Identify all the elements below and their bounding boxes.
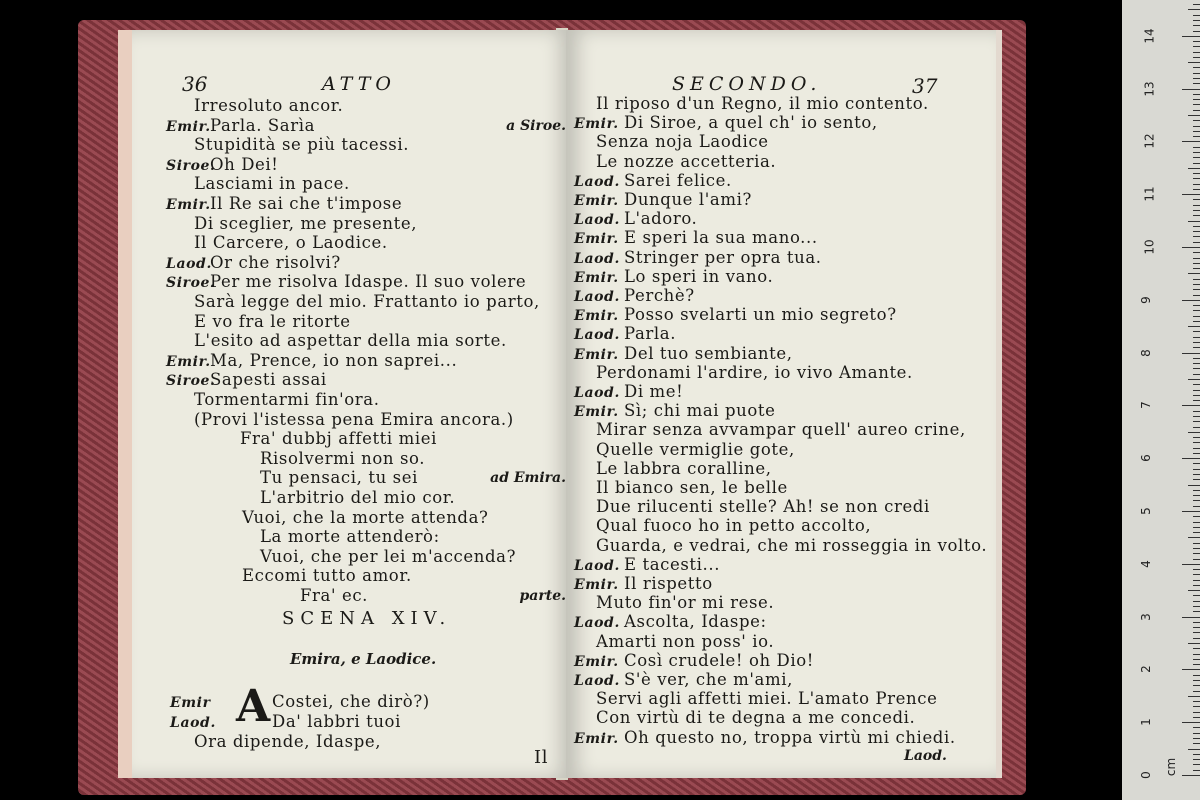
ruler-tick	[1193, 675, 1200, 676]
verse-line: Parla.	[624, 324, 677, 344]
ruler-number: 4	[1138, 559, 1153, 568]
right-page-number: 37	[912, 74, 938, 98]
verse-line: L'adoro.	[624, 209, 698, 229]
verse-line: S'è ver, che m'ami,	[624, 670, 793, 689]
verse-line: Sì; chi mai puote	[624, 401, 776, 421]
left-page-number: 36	[182, 72, 208, 96]
verse-line: Perchè?	[624, 286, 695, 305]
verse-line: Fra' dubbj affetti miei	[240, 429, 437, 449]
verse-line: Costei, che dirò?)	[272, 692, 430, 711]
ruler-tick	[1193, 685, 1200, 686]
ruler-tick	[1182, 36, 1200, 37]
ruler-tick	[1193, 453, 1200, 454]
ruler-tick	[1182, 405, 1200, 406]
measuring-ruler	[1122, 0, 1200, 800]
ruler-tick	[1193, 126, 1200, 127]
ruler-number: 3	[1138, 612, 1153, 621]
ruler-tick	[1193, 157, 1200, 158]
verse-line: Il Carcere, o Laodice.	[194, 233, 388, 253]
speaker-label: Emir.	[574, 193, 619, 209]
ruler-number: 7	[1138, 401, 1153, 410]
ruler-tick	[1193, 147, 1200, 148]
ruler-tick	[1182, 247, 1200, 248]
speaker-label: Emir.	[574, 269, 619, 286]
ruler-tick	[1193, 295, 1200, 296]
right-catchword: Laod.	[904, 748, 947, 764]
ruler-tick	[1193, 321, 1200, 322]
ruler-tick	[1193, 506, 1200, 507]
ruler-tick	[1193, 242, 1200, 243]
ruler-tick	[1193, 638, 1200, 639]
stage-direction: a Siroe.	[506, 117, 566, 134]
ruler-tick	[1193, 622, 1200, 623]
verse-line: Di sceglier, me presente,	[194, 213, 418, 233]
ruler-tick	[1193, 427, 1200, 428]
speaker-label: Siroe.	[166, 157, 216, 174]
ruler-number: 2	[1138, 665, 1153, 674]
speaker-label: Emir.	[574, 730, 619, 747]
ruler-tick	[1193, 500, 1200, 501]
ruler-tick	[1193, 585, 1200, 586]
speaker-label: Emir.	[574, 404, 619, 421]
scene-title: SCENA XIV.	[282, 608, 452, 629]
ruler-tick	[1193, 25, 1200, 26]
verse-line: Tormentarmi fin'ora.	[194, 390, 380, 409]
ruler-tick	[1188, 485, 1200, 486]
ruler-tick	[1182, 669, 1200, 670]
ruler-tick	[1193, 627, 1200, 628]
verse-line: Due rilucenti stelle? Ah! se non credi	[596, 497, 930, 517]
ruler-tick	[1193, 654, 1200, 655]
verse-line: Di Siroe, a quel ch' io sento,	[624, 113, 878, 133]
ruler-tick	[1193, 178, 1200, 179]
speaker-label: Emir.	[574, 346, 619, 363]
verse-line: Le labbra coralline,	[596, 458, 772, 478]
verse-line: Con virtù di te degna a me concedi.	[596, 708, 916, 728]
ruler-tick	[1193, 363, 1200, 364]
ruler-tick	[1193, 316, 1200, 317]
ruler-tick	[1193, 411, 1200, 412]
ruler-tick	[1193, 595, 1200, 596]
speaker-label: Laod.	[574, 250, 620, 267]
verse-line: Servi agli affetti miei. L'amato Prence	[596, 689, 938, 709]
speaker-label: Laod.	[574, 673, 620, 689]
verse-line: Lasciami in pace.	[194, 174, 350, 194]
ruler-tick	[1193, 4, 1200, 5]
ruler-tick	[1193, 99, 1200, 100]
ruler-tick	[1193, 78, 1200, 79]
ruler-tick	[1193, 437, 1200, 438]
ruler-tick	[1193, 516, 1200, 517]
speaker-label: Laod.	[574, 212, 620, 229]
ruler-tick	[1193, 231, 1200, 232]
ruler-tick	[1193, 184, 1200, 185]
ruler-tick	[1182, 458, 1200, 459]
verse-line: Tu pensaci, tu sei	[260, 468, 418, 488]
verse-line: E tacesti...	[624, 554, 721, 574]
right-page	[566, 30, 1002, 778]
ruler-tick	[1193, 527, 1200, 528]
ruler-tick	[1193, 52, 1200, 53]
ruler-tick	[1193, 664, 1200, 665]
ruler-tick	[1193, 717, 1200, 718]
speaker-label: Laod.	[166, 255, 212, 272]
stage-direction: ad Emira.	[490, 470, 566, 487]
ruler-tick	[1193, 46, 1200, 47]
verse-line: Muto fin'or mi rese.	[596, 593, 775, 613]
ruler-number: 1	[1138, 718, 1153, 727]
verse-line: Di me!	[624, 382, 684, 401]
ruler-tick	[1193, 532, 1200, 533]
ruler-tick	[1182, 194, 1200, 195]
verse-line: Sapesti assai	[210, 370, 327, 390]
speaker-label: Laod.	[574, 557, 620, 574]
ruler-tick	[1193, 226, 1200, 227]
verse-line: Il riposo d'un Regno, il mio contento.	[596, 94, 929, 113]
ruler-number: 14	[1142, 28, 1157, 44]
verse-line: Così crudele! oh Dio!	[624, 650, 815, 670]
verse-line: Oh Dei!	[210, 154, 279, 174]
ruler-tick	[1193, 215, 1200, 216]
ruler-tick	[1193, 310, 1200, 311]
scene-characters: Emira, e Laodice.	[290, 650, 437, 668]
ruler-tick	[1193, 706, 1200, 707]
ruler-tick	[1193, 252, 1200, 253]
verse-line: L'esito ad aspettar della mia sorte.	[194, 331, 507, 351]
ruler-tick	[1193, 743, 1200, 744]
ruler-tick	[1193, 83, 1200, 84]
ruler-tick	[1193, 57, 1200, 58]
ruler-tick	[1193, 41, 1200, 42]
ruler-number: 11	[1142, 186, 1157, 202]
ruler-tick	[1193, 474, 1200, 475]
ruler-tick	[1193, 543, 1200, 544]
speaker-label: Laod.	[170, 715, 216, 731]
verse-line: Quelle vermiglie gote,	[596, 439, 795, 459]
ruler-number: 13	[1142, 80, 1157, 97]
verse-line: Lo speri in vano.	[624, 266, 774, 286]
verse-line: Oh questo no, troppa virtù mi chiedi.	[624, 727, 956, 747]
ruler-tick	[1193, 263, 1200, 264]
ruler-tick	[1193, 580, 1200, 581]
ruler-tick	[1182, 775, 1200, 776]
ruler-tick	[1188, 168, 1200, 169]
ruler-tick	[1193, 764, 1200, 765]
ruler-tick	[1182, 300, 1200, 301]
ruler-tick	[1193, 279, 1200, 280]
ruler-tick	[1193, 691, 1200, 692]
ruler-tick	[1193, 331, 1200, 332]
ruler-number: 5	[1138, 507, 1153, 515]
speaker-label: Emir	[170, 695, 211, 711]
ruler-tick	[1193, 733, 1200, 734]
verse-line: E speri la sua mano...	[624, 228, 818, 248]
verse-line: Sarei felice.	[624, 170, 732, 190]
ruler-tick	[1193, 479, 1200, 480]
speaker-label: Siroe.	[166, 373, 216, 390]
ruler-number: 10	[1142, 239, 1157, 255]
ruler-tick	[1182, 722, 1200, 723]
ruler-tick	[1193, 632, 1200, 633]
speaker-label: Emir.	[574, 653, 619, 670]
verse-line: Fra' ec.	[300, 586, 369, 605]
ruler-tick	[1193, 136, 1200, 137]
ruler-tick	[1193, 469, 1200, 470]
verse-line: Da' labbri tuoi	[272, 712, 401, 731]
ruler-tick	[1193, 738, 1200, 739]
ruler-tick	[1193, 421, 1200, 422]
speaker-label: Laod.	[574, 615, 620, 632]
ruler-tick	[1193, 553, 1200, 554]
ruler-tick	[1193, 390, 1200, 391]
ruler-tick	[1193, 337, 1200, 338]
verse-line: (Provi l'istessa pena Emira ancora.)	[194, 409, 514, 429]
ruler-tick	[1193, 463, 1200, 464]
verse-line: Qual fuoco ho in petto accolto,	[596, 516, 872, 536]
ruler-tick	[1193, 522, 1200, 523]
ruler-tick	[1193, 342, 1200, 343]
speaker-label: Emir.	[166, 118, 211, 135]
ruler-tick	[1193, 15, 1200, 16]
ruler-tick	[1193, 448, 1200, 449]
ruler-number: 8	[1138, 348, 1153, 357]
verse-line: L'arbitrio del mio cor.	[260, 488, 456, 507]
ruler-tick	[1193, 442, 1200, 443]
ruler-tick	[1182, 564, 1200, 565]
left-running-head: ATTO	[322, 73, 396, 95]
ruler-tick	[1193, 20, 1200, 21]
verse-line: Amarti non poss' io.	[596, 631, 775, 651]
ruler-tick	[1193, 701, 1200, 702]
verse-line: Or che risolvi?	[210, 252, 341, 272]
ruler-tick	[1193, 727, 1200, 728]
speaker-label: Emir.	[574, 231, 619, 248]
ruler-tick	[1193, 189, 1200, 190]
speaker-label: Emir.	[574, 577, 619, 593]
ruler-tick	[1193, 152, 1200, 153]
speaker-label: Emir.	[166, 353, 211, 370]
ruler-tick	[1193, 67, 1200, 68]
verse-line: Vuoi, che la morte attenda?	[242, 507, 489, 527]
ruler-tick	[1193, 268, 1200, 269]
verse-line: Stupidità se più tacessi.	[194, 135, 410, 155]
ruler-tick	[1193, 384, 1200, 385]
verse-line: Irresoluto ancor.	[194, 96, 344, 115]
ruler-tick	[1193, 569, 1200, 570]
speaker-label: Emir.	[574, 308, 619, 325]
ruler-tick	[1193, 173, 1200, 174]
speaker-label: Laod.	[574, 327, 620, 344]
stage-direction: parte.	[519, 588, 566, 604]
ruler-tick	[1193, 416, 1200, 417]
verse-line: La morte attenderò:	[260, 527, 440, 547]
ruler-tick	[1193, 400, 1200, 401]
verse-line: Senza noja Laodice	[596, 132, 769, 152]
ruler-tick	[1188, 379, 1200, 380]
ruler-tick	[1193, 559, 1200, 560]
ruler-tick	[1193, 289, 1200, 290]
verse-line: Perdonami l'ardire, io vivo Amante.	[596, 362, 913, 382]
verse-line: E vo fra le ritorte	[194, 311, 351, 331]
ruler-tick	[1193, 490, 1200, 491]
speaker-label: Laod.	[574, 385, 620, 401]
verse-line: Sarà legge del mio. Frattanto io parto,	[194, 292, 540, 311]
verse-line: Dunque l'ami?	[624, 190, 752, 209]
ruler-tick	[1193, 611, 1200, 612]
speaker-label: Emir.	[166, 197, 211, 213]
ruler-tick	[1188, 221, 1200, 222]
right-running-head: SECONDO.	[672, 73, 822, 95]
verse-line: Posso svelarti un mio segreto?	[624, 305, 897, 325]
ruler-tick	[1188, 696, 1200, 697]
ruler-tick	[1193, 606, 1200, 607]
verse-line: Mirar senza avvampar quell' aureo crine,	[596, 420, 966, 440]
ruler-tick	[1193, 236, 1200, 237]
ruler-tick	[1182, 617, 1200, 618]
ruler-tick	[1182, 353, 1200, 354]
verse-line: Stringer per opra tua.	[624, 247, 822, 267]
ruler-number: 6	[1138, 454, 1153, 463]
speaker-label: Laod.	[574, 173, 620, 190]
speaker-label: Emir.	[574, 116, 619, 133]
ruler-tick	[1193, 659, 1200, 660]
ruler-tick	[1193, 574, 1200, 575]
ruler-number: 9	[1138, 295, 1153, 304]
ruler-tick	[1188, 590, 1200, 591]
ruler-tick	[1188, 749, 1200, 750]
ruler-tick	[1193, 73, 1200, 74]
verse-line: Risolvermi non so.	[260, 448, 426, 468]
speaker-label: Laod.	[574, 289, 620, 305]
verse-line: Ma, Prence, io non saprei...	[210, 350, 458, 370]
ruler-tick	[1193, 712, 1200, 713]
ruler-tick	[1182, 89, 1200, 90]
ruler-tick	[1188, 115, 1200, 116]
ruler-tick	[1188, 326, 1200, 327]
verse-line: Del tuo sembiante,	[624, 343, 793, 363]
ruler-tick	[1193, 770, 1200, 771]
ruler-tick	[1193, 680, 1200, 681]
ruler-tick	[1193, 374, 1200, 375]
ruler-tick	[1193, 205, 1200, 206]
ruler-tick	[1193, 368, 1200, 369]
ruler-tick	[1188, 62, 1200, 63]
ruler-tick	[1193, 495, 1200, 496]
ruler-tick	[1193, 648, 1200, 649]
ruler-tick	[1193, 31, 1200, 32]
verse-line: Vuoi, che per lei m'accenda?	[260, 546, 517, 566]
left-page	[118, 30, 572, 778]
ruler-tick	[1193, 199, 1200, 200]
ruler-tick	[1193, 601, 1200, 602]
verse-line: Guarda, e vedrai, che mi rosseggia in volto.	[596, 535, 988, 555]
verse-line: Le nozze accetteria.	[596, 151, 777, 171]
ruler-tick	[1193, 110, 1200, 111]
verse-line: Ora dipende, Idaspe,	[194, 732, 382, 751]
ruler-tick	[1193, 305, 1200, 306]
speaker-label: Siroe.	[166, 275, 216, 292]
ruler-tick	[1193, 347, 1200, 348]
verse-line: Eccomi tutto amor.	[242, 566, 412, 586]
ruler-tick	[1193, 120, 1200, 121]
verse-line: Ascolta, Idaspe:	[624, 612, 767, 632]
ruler-tick	[1182, 141, 1200, 142]
ruler-tick	[1188, 432, 1200, 433]
ruler-tick	[1193, 395, 1200, 396]
ruler-number: 0	[1138, 771, 1153, 779]
ruler-tick	[1188, 643, 1200, 644]
ruler-tick	[1193, 104, 1200, 105]
ruler-tick	[1193, 210, 1200, 211]
ruler-tick	[1193, 548, 1200, 549]
ruler-tick	[1193, 284, 1200, 285]
verse-line: Il Re sai che t'impose	[210, 194, 403, 213]
ruler-tick	[1193, 754, 1200, 755]
drop-cap: A	[236, 681, 271, 732]
ruler-tick	[1182, 511, 1200, 512]
ruler-tick	[1193, 163, 1200, 164]
ruler-tick	[1188, 537, 1200, 538]
ruler-number: 12	[1142, 133, 1157, 150]
ruler-tick	[1188, 273, 1200, 274]
ruler-tick	[1193, 358, 1200, 359]
ruler-tick	[1193, 94, 1200, 95]
verse-line: Il bianco sen, le belle	[596, 478, 788, 497]
verse-line: Il rispetto	[624, 574, 713, 593]
ruler-tick	[1193, 759, 1200, 760]
verse-line: Per me risolva Idaspe. Il suo volere	[210, 272, 527, 292]
verse-line: Parla. Sarìa	[210, 115, 316, 135]
ruler-tick	[1193, 258, 1200, 259]
ruler-tick	[1188, 9, 1200, 10]
left-catchword: Il	[534, 747, 549, 768]
ruler-unit: cm	[1164, 757, 1179, 777]
ruler-tick	[1193, 131, 1200, 132]
